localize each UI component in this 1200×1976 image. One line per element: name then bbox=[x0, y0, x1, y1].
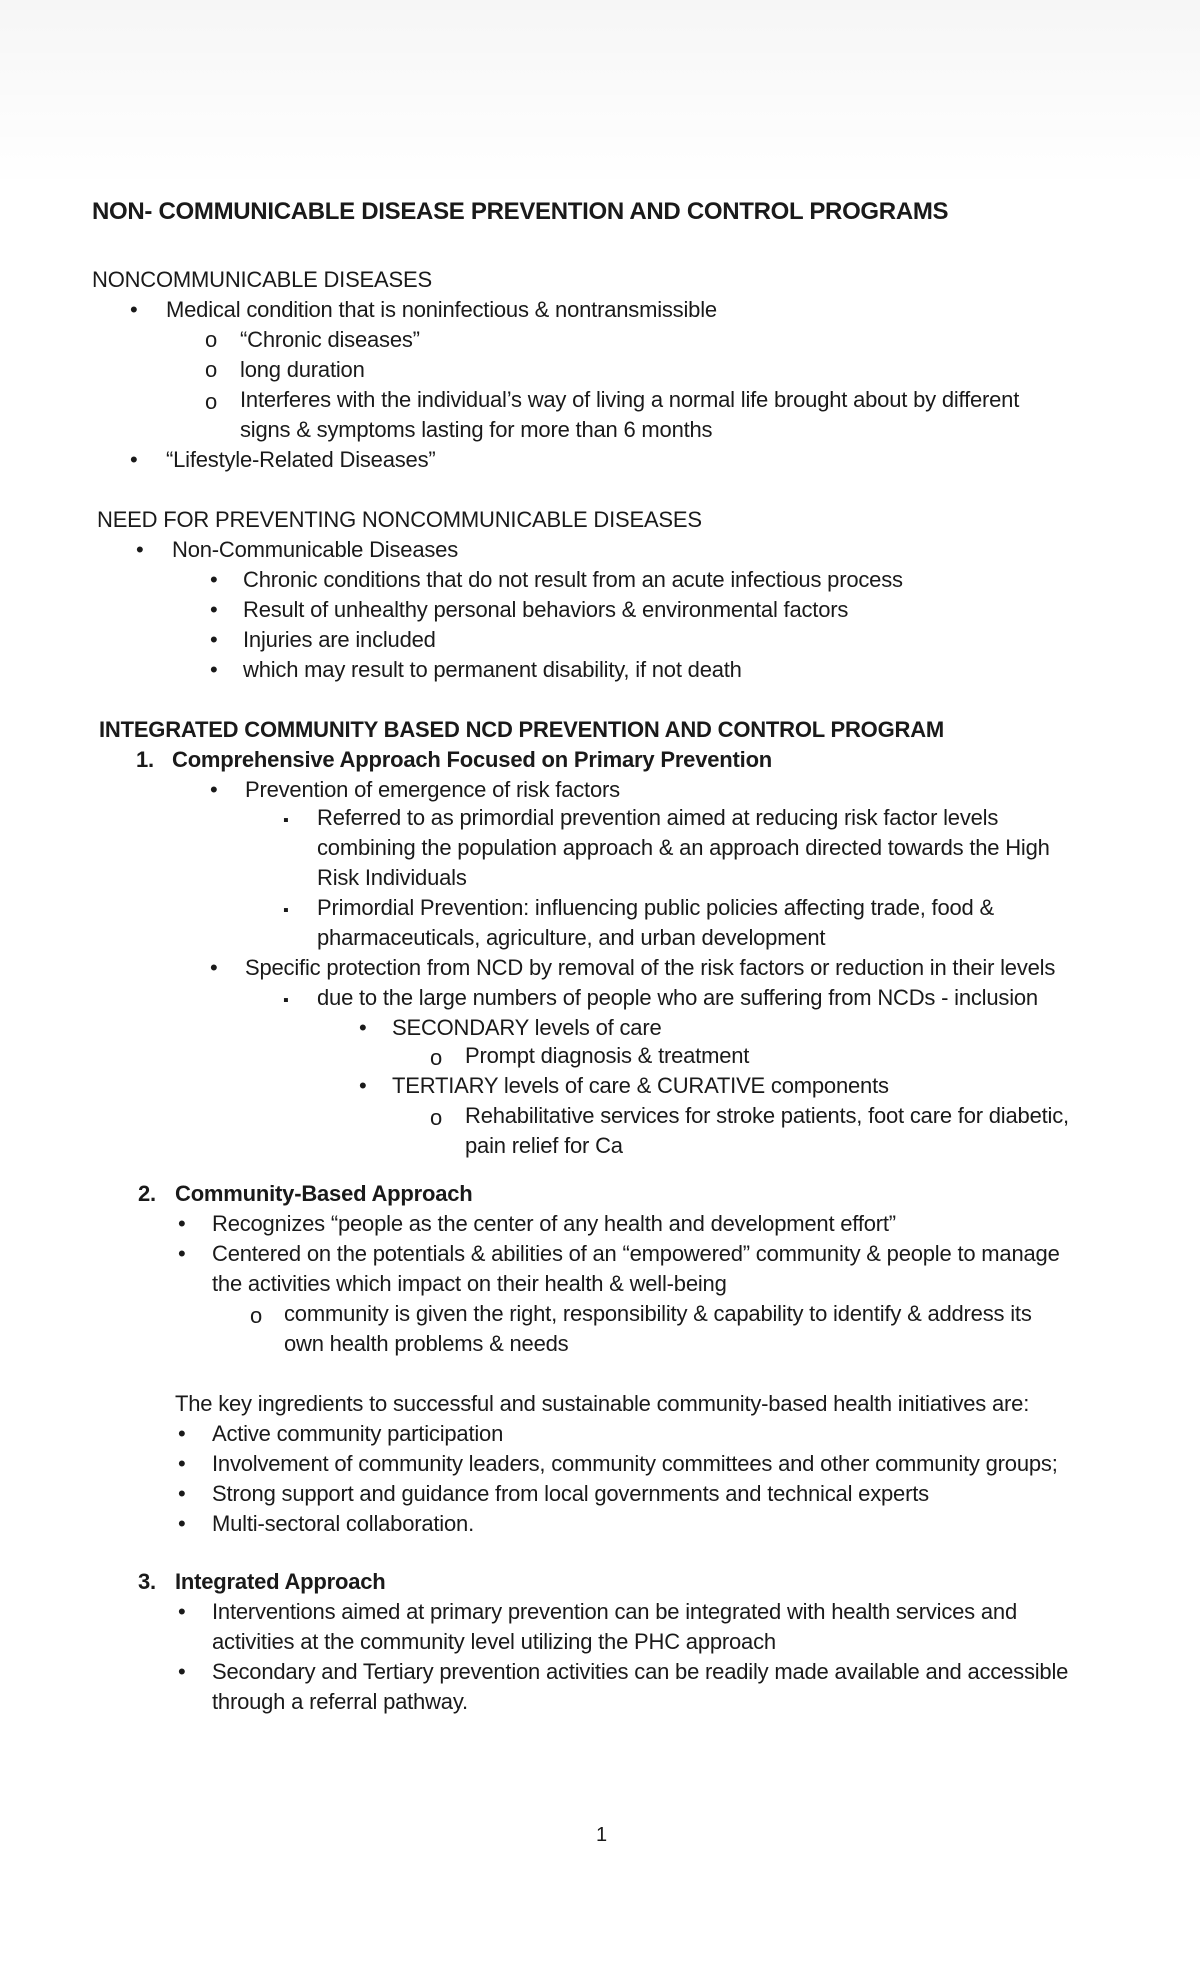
list-item: Injuries are included bbox=[243, 627, 436, 652]
bullet bbox=[205, 356, 217, 384]
bullet bbox=[210, 776, 218, 804]
list-item-continued: the activities which impact on their health & well-being bbox=[212, 1271, 727, 1296]
list-item: Rehabilitative services for stroke patients, foot care for diabetic, bbox=[465, 1103, 1069, 1128]
bullet bbox=[178, 1598, 186, 1626]
list-item-continued: activities at the community level utilizing the PHC approach bbox=[212, 1629, 776, 1654]
list-item: Secondary and Tertiary prevention activities can be readily made available and accessible bbox=[212, 1659, 1069, 1684]
bullet bbox=[178, 1240, 186, 1268]
list-item: Specific protection from NCD by removal of the risk factors or reduction in their levels bbox=[245, 955, 1056, 980]
bullet bbox=[250, 1302, 262, 1330]
bullet bbox=[178, 1480, 186, 1508]
page-title: NON- COMMUNICABLE DISEASE PREVENTION AND CONTROL PROGRAMS bbox=[92, 198, 949, 225]
section-heading-need: NEED FOR PREVENTING NONCOMMUNICABLE DISEASES bbox=[97, 507, 702, 532]
bullet bbox=[178, 1420, 186, 1448]
bullet bbox=[210, 954, 218, 982]
list-item: TERTIARY levels of care & CURATIVE components bbox=[392, 1073, 889, 1098]
bullet bbox=[178, 1658, 186, 1686]
bullet bbox=[130, 446, 138, 474]
list-item: Centered on the potentials & abilities of an “empowered” community & people to manage bbox=[212, 1241, 1060, 1266]
bullet bbox=[283, 894, 289, 925]
list-item: Result of unhealthy personal behaviors & environmental factors bbox=[243, 597, 849, 622]
bullet bbox=[210, 596, 218, 624]
bullet bbox=[130, 296, 138, 324]
list-item: Medical condition that is noninfectious & nontransmissible bbox=[166, 297, 717, 322]
bullet bbox=[178, 1210, 186, 1238]
list-item-continued: through a referral pathway. bbox=[212, 1689, 468, 1714]
section-heading-ncd: NONCOMMUNICABLE DISEASES bbox=[92, 267, 432, 292]
bullet bbox=[359, 1014, 367, 1042]
page-number: 1 bbox=[596, 1824, 608, 1846]
list-item: Involvement of community leaders, community committees and other community groups; bbox=[212, 1451, 1058, 1476]
list-item: long duration bbox=[240, 357, 365, 382]
list-item-continued: pain relief for Ca bbox=[465, 1133, 623, 1158]
list-item-continued: combining the population approach & an approach directed towards the High bbox=[317, 835, 1050, 860]
bullet bbox=[205, 326, 217, 354]
list-item: community is given the right, responsibility & capability to identify & address its bbox=[284, 1301, 1032, 1326]
bullet bbox=[210, 566, 218, 594]
list-item: Prompt diagnosis & treatment bbox=[465, 1043, 750, 1068]
list-item: Active community participation bbox=[212, 1421, 504, 1446]
list-item: “Chronic diseases” bbox=[240, 327, 420, 352]
bullet bbox=[210, 656, 218, 684]
list-number: 1. bbox=[136, 747, 154, 772]
bullet bbox=[136, 536, 144, 564]
list-item: Referred to as primordial prevention aimed at reducing risk factor levels bbox=[317, 805, 999, 830]
bullet bbox=[430, 1044, 442, 1072]
bullet bbox=[210, 626, 218, 654]
bullet bbox=[178, 1450, 186, 1478]
list-number: 2. bbox=[138, 1181, 156, 1206]
list-item: which may result to permanent disability, if not death bbox=[243, 657, 742, 682]
subheading-comprehensive: Comprehensive Approach Focused on Primary Prevention bbox=[172, 747, 773, 772]
bullet bbox=[359, 1072, 367, 1100]
key-ingredients-intro: The key ingredients to successful and sustainable community-based health initiatives are: bbox=[175, 1391, 1030, 1416]
bullet bbox=[283, 984, 289, 1015]
list-item: Primordial Prevention: influencing public policies affecting trade, food & bbox=[317, 895, 994, 920]
list-item: Interferes with the individual’s way of living a normal life brought about by different bbox=[240, 387, 1020, 412]
bullet bbox=[205, 388, 217, 416]
list-item-continued: signs & symptoms lasting for more than 6 months bbox=[240, 417, 713, 442]
subheading-community: Community-Based Approach bbox=[175, 1181, 473, 1206]
list-item: Interventions aimed at primary prevention can be integrated with health services and bbox=[212, 1599, 1017, 1624]
list-item: Multi-sectoral collaboration. bbox=[212, 1511, 474, 1536]
list-item: Strong support and guidance from local governments and technical experts bbox=[212, 1481, 929, 1506]
list-item-continued: Risk Individuals bbox=[317, 865, 467, 890]
list-item: Prevention of emergence of risk factors bbox=[245, 777, 620, 802]
list-item: SECONDARY levels of care bbox=[392, 1015, 662, 1040]
subheading-integrated: Integrated Approach bbox=[175, 1569, 386, 1594]
list-number: 3. bbox=[138, 1569, 156, 1594]
list-item: Non-Communicable Diseases bbox=[172, 537, 459, 562]
list-item-continued: pharmaceuticals, agriculture, and urban development bbox=[317, 925, 826, 950]
scan-shadow bbox=[0, 0, 1200, 190]
bullet bbox=[283, 804, 289, 835]
list-item: Chronic conditions that do not result from an acute infectious process bbox=[243, 567, 903, 592]
bullet bbox=[430, 1104, 442, 1132]
list-item: Recognizes “people as the center of any health and development effort” bbox=[212, 1211, 896, 1236]
bullet bbox=[178, 1510, 186, 1538]
section-heading-integrated: INTEGRATED COMMUNITY BASED NCD PREVENTION AND CONTROL PROGRAM bbox=[99, 717, 945, 742]
list-item-continued: own health problems & needs bbox=[284, 1331, 569, 1356]
list-item: “Lifestyle-Related Diseases” bbox=[166, 447, 436, 472]
list-item: due to the large numbers of people who are suffering from NCDs - inclusion bbox=[317, 985, 1038, 1010]
